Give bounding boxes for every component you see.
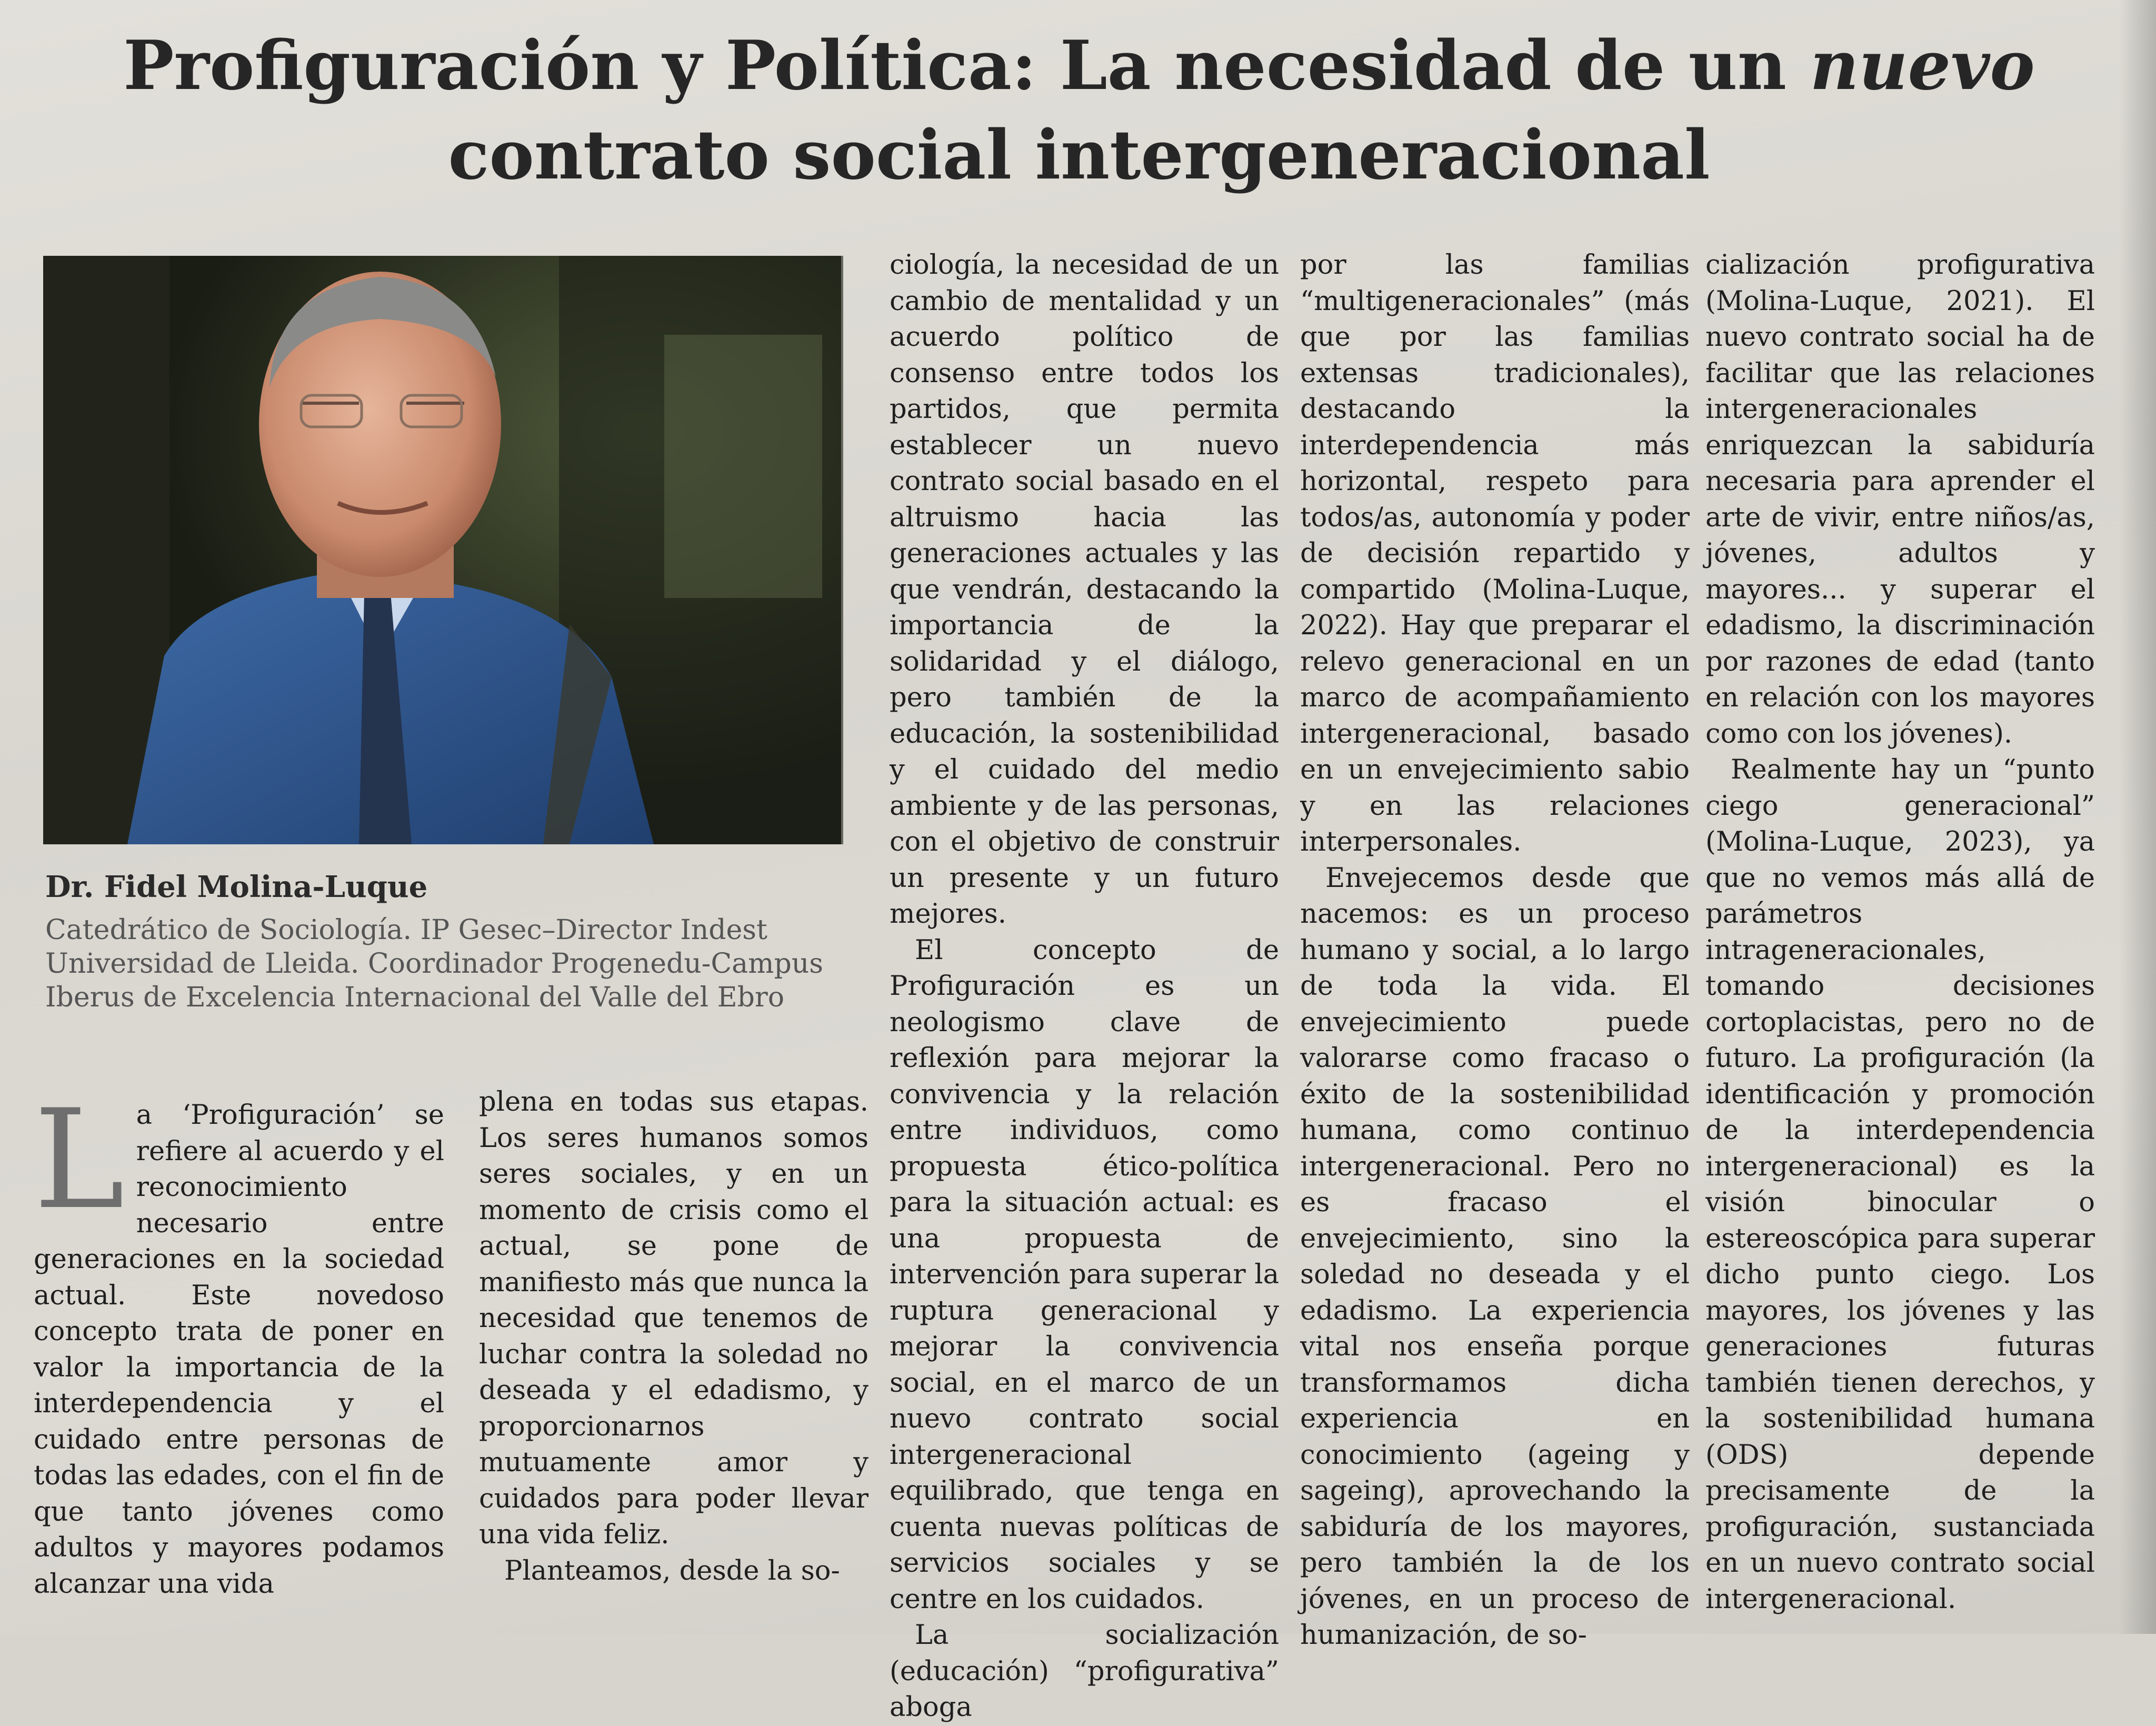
affiliation-line: Catedrático de Sociología. IP Gesec–Director Indest bbox=[45, 914, 767, 946]
paragraph: plena en todas sus etapas. Los seres humanos somos seres sociales, y en un momento de crisis como el actual, se pone de manifiesto más que nunca la necesidad que tenemos de luchar contra la soledad no deseada y el edadismo, y proporcionarnos mutuamente amor y cuidados para poder llevar una vida feliz. bbox=[479, 1086, 869, 1550]
author-photo bbox=[43, 256, 841, 844]
paragraph: Envejecemos desde que nacemos: es un proceso humano y social, a lo largo de toda la vida. El envejecimiento puede valorarse como fracaso o éxito de la sostenibilidad humana, como continuo intergeneracional. Pero no es fracaso el envejecimiento, sino la soledad no deseada y el edadismo. La experiencia vital nos enseña porque transformamos dicha experiencia en conocimiento (ageing y sageing), aprovechando la sabiduría de los mayores, pero también la de los jóvenes, en un proceso de humanización, de so- bbox=[1300, 862, 1690, 1651]
article-column-4 bbox=[1300, 247, 1690, 1654]
title-italic-word: nuevo bbox=[1810, 26, 2035, 105]
article-column-1 bbox=[34, 1081, 444, 1602]
article-title bbox=[105, 21, 2053, 200]
title-part-2: contrato social intergeneracional bbox=[448, 116, 1710, 195]
paragraph-text: a ‘Profiguración’ se refiere al acuerdo y el reconocimiento necesario entre generaciones en la sociedad actual. Este novedoso concepto trata de poner en valor la importancia de la interdependencia y el cuidado entre personas de todas las edades, con el fin de que tanto jóvenes como adultos y mayores podamos alcanzar una vida bbox=[34, 1100, 444, 1600]
paragraph: Realmente hay un “punto ciego generacional” (Molina-Luque, 2023), ya que no vemos más allá de parámetros intrageneracionales, tomando decisiones cortoplacistas, pero no de futuro. La profiguración (la identificación y promoción de la interdependencia intergeneracional) es la visión binocular o estereoscópica para superar dicho punto ciego. Los mayores, los jóvenes y las generaciones futuras también tienen derechos, y la sostenibilidad humana (ODS) depende precisamente de la profiguración, sustanciada en un nuevo contrato social intergeneracional. bbox=[1705, 754, 2095, 1615]
page-fold-shadow bbox=[2119, 0, 2156, 1634]
title-part-1: Profiguración y Política: La necesidad de un bbox=[123, 26, 1810, 105]
affiliation-line: Universidad de Lleida. Coordinador Progenedu-Campus bbox=[45, 948, 823, 980]
paragraph: La socialización (educación) “profigurativa” aboga bbox=[890, 1620, 1279, 1723]
affiliation-line: Iberus de Excelencia Internacional del Valle del Ebro bbox=[45, 982, 785, 1013]
author-affiliation bbox=[45, 913, 856, 1014]
drop-cap: L bbox=[34, 1081, 125, 1240]
paragraph bbox=[34, 1081, 444, 1602]
paragraph: El concepto de Profiguración es un neologismo clave de reflexión para mejorar la convivencia y la relación entre individuos, como propuesta ético-política para la situación actual: es una propuesta de intervención para superar la ruptura generacional y mejorar la convivencia social, en el marco de un nuevo contrato social intergeneracional equilibrado, que tenga en cuenta nuevas políticas de servicios sociales y se centre en los cuidados. bbox=[890, 934, 1279, 1615]
paragraph: cialización profigurativa (Molina-Luque, 2021). El nuevo contrato social ha de facilitar que las relaciones intergeneracionales enriquezcan la sabiduría necesaria para aprender el arte de vivir, entre niños/as, jóvenes, adultos y mayores... y superar el edadismo, la discriminación por razones de edad (tanto en relación con los mayores como con los jóvenes). bbox=[1705, 250, 2095, 750]
article-column-2 bbox=[479, 1084, 869, 1589]
paragraph: Planteamos, desde la so- bbox=[504, 1555, 840, 1587]
paragraph: ciología, la necesidad de un cambio de mentalidad y un acuerdo político de consenso entre todos los partidos, que permita establecer un nuevo contrato social basado en el altruismo hacia las generaciones actuales y las que vendrán, destacando la importancia de la solidaridad y el diálogo, pero también de la educación, la sostenibilidad y el cuidado del medio ambiente y de las personas, con el objetivo de construir un presente y un futuro mejores. bbox=[890, 250, 1279, 930]
author-name: Dr. Fidel Molina-Luque bbox=[45, 870, 428, 904]
article-column-3 bbox=[890, 247, 1279, 1726]
article-column-5 bbox=[1705, 247, 2095, 1618]
paragraph: por las familias “multigeneracionales” (más que por las familias extensas tradicionales), destacando la interdependencia más horizontal, respeto para todos/as, autonomía y poder de decisión repartido y compartido (Molina-Luque, 2022). Hay que preparar el relevo generacional en un marco de acompañamiento intergeneracional, basado en un envejecimiento sabio y en las relaciones interpersonales. bbox=[1300, 250, 1690, 857]
